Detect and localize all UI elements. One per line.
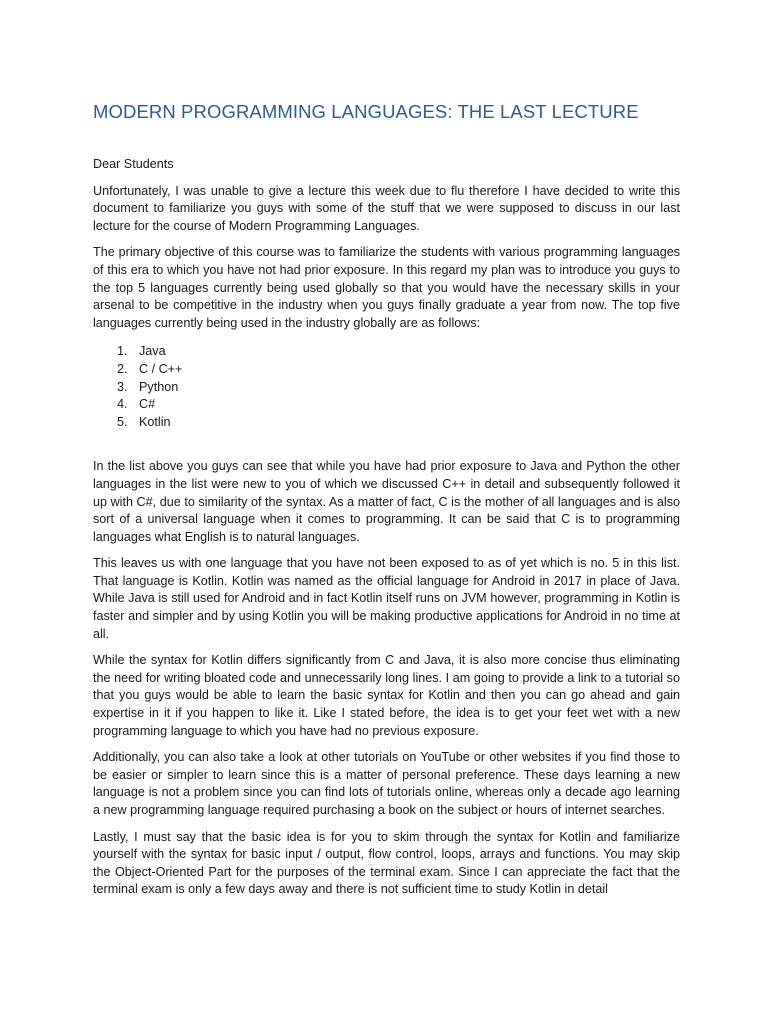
list-item: [117, 379, 680, 397]
list-item-label: C / C++: [139, 361, 183, 376]
list-item-label: C#: [139, 397, 156, 412]
paragraph-kotlin-intro: This leaves us with one language that you have not been exposed to as of yet which is no. 5 in this list. That language is Kotlin. Kotlin was named as the official language for Android in 2017 in place of Java. While Java is still used for Android and in fact Kotlin itself runs on JVM however, programming in Kotlin is faster and simpler and by using Kotlin you will be making productive applications for Android in no time at all.: [93, 556, 680, 641]
list-item-number: 1.: [117, 344, 128, 359]
list-item-label: Python: [139, 379, 179, 394]
salutation: Dear Students: [93, 157, 174, 171]
paragraph-intro: Unfortunately, I was unable to give a lecture this week due to flu therefore I have decided to write this document to familiarize you guys with some of the stuff that we were supposed to discuss in our last lecture for the course of Modern Programming Languages.: [93, 183, 680, 233]
list-item-label: Kotlin: [139, 414, 171, 429]
list-item-number: 5.: [117, 414, 128, 429]
list-item: [117, 414, 680, 432]
list-item: [117, 343, 680, 361]
list-item: [117, 361, 680, 379]
paragraph-tutorials: Additionally, you can also take a look at other tutorials on YouTube or other websites if you find those to be easier or simpler to learn since this is a matter of personal preference. These days learning a new language is not a problem since you can find lots of tutorials online, whereas only a decade ago learning a new programming language required purchasing a book on the subject or hours of internet searches.: [93, 750, 680, 817]
languages-list: [93, 343, 680, 431]
paragraph-conclusion: Lastly, I must say that the basic idea is for you to skim through the syntax for Kotlin and familiarize yourself with the syntax for basic input / output, flow control, loops, arrays and functions. You may skip the Object-Oriented Part for the purposes of the terminal exam. Since I can appreciate the fact that the terminal exam is only a few days away and there is not sufficient time to study Kotlin in detail: [93, 829, 680, 897]
paragraph-kotlin-syntax: While the syntax for Kotlin differs significantly from C and Java, it is also more concise thus eliminating the need for writing bloated code and unnecessarily long lines. I am going to provide a link to a tutorial so that you guys would be able to learn the basic syntax for Kotlin and then you can go ahead and gain expertise in it if you happen to like it. Like I stated before, the idea is to get your feet wet with a new programming language to which you have had no previous exposure.: [93, 653, 680, 738]
paragraph-list-discussion: In the list above you guys can see that while you have had prior exposure to Java and Python the other languages in the list were new to you of which we discussed C++ in detail and subsequently followed it up with C#, due to similarity of the syntax. As a matter of fact, C is the mother of all languages and is also sort of a universal language when it comes to programming. It can be said that C is to programming languages what English is to natural languages.: [93, 459, 680, 544]
list-item-label: Java: [139, 344, 166, 359]
list-item-number: 4.: [117, 397, 128, 412]
list-spacer: [93, 431, 680, 458]
list-item: [117, 396, 680, 414]
paragraph-objective: The primary objective of this course was to familiarize the students with various programming languages of this era to which you have not had prior exposure. In this regard my plan was to introduce you guys to the top 5 languages currently being used globally so that you would have the necessary skills in your arsenal to be competitive in the industry when you guys finally graduate a year from now. The top five languages currently being used in the industry globally are as follows:: [93, 245, 680, 330]
list-item-number: 3.: [117, 379, 128, 394]
list-item-number: 2.: [117, 361, 128, 376]
document-title: MODERN PROGRAMMING LANGUAGES: THE LAST LECTURE: [93, 101, 639, 122]
